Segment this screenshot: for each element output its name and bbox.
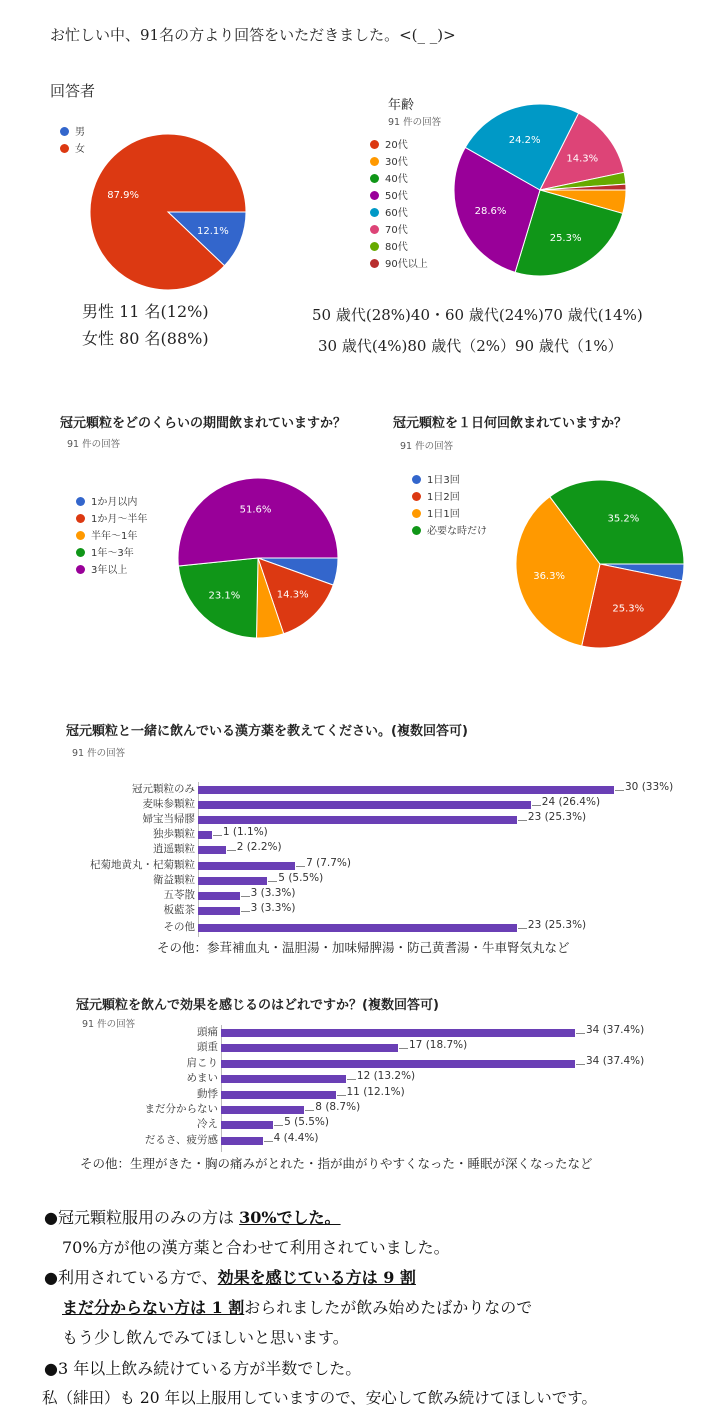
legend-item: 40代: [370, 171, 428, 188]
summary-line7: 私（緋田）も 20 年以上服用していますので、安心して飲み続けてほしいです。: [42, 1389, 598, 1407]
legend-dot: [76, 497, 85, 506]
bar-value-label: 12 (13.2%): [356, 1070, 416, 1083]
pie-value-label: 14.3%: [276, 589, 309, 601]
bar: [198, 831, 212, 839]
bar: [198, 877, 267, 885]
bar-leader-line: [576, 1064, 585, 1065]
bar-leader-line: [615, 790, 624, 791]
bar-leader-line: [241, 911, 250, 912]
pie-value-label: 28.6%: [474, 205, 507, 217]
frequency-legend: [412, 472, 487, 540]
bar-leader-line: [227, 850, 236, 851]
bar-value-label: 11 (12.1%): [346, 1085, 405, 1098]
legend-item: 男: [60, 124, 85, 141]
bar-leader-line: [518, 928, 527, 929]
legend-dot: [370, 242, 379, 251]
bar: [221, 1060, 575, 1068]
bar-value-label: 23 (25.3%): [527, 811, 587, 824]
bar-leader-line: [305, 1110, 314, 1111]
bar-leader-line: [532, 805, 541, 806]
bar-category-label: 頭重: [197, 1041, 218, 1054]
effect-subtitle: 91 件の回答: [82, 1019, 136, 1030]
bar-leader-line: [268, 881, 277, 882]
gender-title: 回答者: [50, 82, 96, 100]
bar-leader-line: [241, 896, 250, 897]
pie-slice: [178, 478, 338, 566]
summary-line2: 70%方が他の漢方薬と合わせて利用されていました。: [62, 1238, 450, 1257]
legend-item: 30代: [370, 154, 428, 171]
duration-pie-chart: [170, 470, 346, 646]
bar-category-label: 婦宝当帰膠: [142, 813, 195, 826]
pie-value-label: 36.3%: [533, 570, 565, 582]
bar: [198, 801, 531, 809]
bar-value-label: 34 (37.4%): [586, 1024, 645, 1036]
legend-dot: [370, 174, 379, 183]
bar-category-label: 板藍茶: [163, 903, 195, 916]
bar-leader-line: [296, 866, 305, 867]
bar-leader-line: [213, 835, 222, 836]
bar-leader-line: [274, 1125, 283, 1126]
bar: [198, 892, 240, 900]
frequency-title: 冠元顆粒を１日何回飲まれていますか？: [393, 416, 628, 431]
bar: [221, 1029, 575, 1037]
bar-value-label: 5 (5.5%): [284, 1116, 329, 1129]
legend-item: 1か月～半年: [76, 511, 147, 528]
legend-item: 90代以上: [370, 256, 428, 273]
legend-item: 必要な時だけ: [412, 523, 487, 540]
intro-text: お忙しい中、91名の方より回答をいただきました。<(_ _)>: [50, 26, 456, 44]
legend-dot: [412, 509, 421, 518]
legend-item: 1年～3年: [76, 545, 147, 562]
gender-pie-chart: [80, 132, 260, 292]
age-summary-line2: 30 歳代(4%)80 歳代（2%）90 歳代（1%）: [318, 337, 623, 355]
legend-item: 女: [60, 141, 85, 158]
bar-category-label: 動悸: [197, 1087, 218, 1100]
bar: [221, 1121, 273, 1129]
legend-dot: [370, 259, 379, 268]
bar-value-label: 17 (18.7%): [409, 1039, 468, 1052]
duration-legend: [76, 494, 147, 579]
bar-value-label: 1 (1.1%): [222, 826, 268, 839]
frequency-subtitle: 91 件の回答: [400, 441, 454, 452]
legend-item: 1日1回: [412, 506, 487, 523]
duration-subtitle: 91 件の回答: [67, 439, 121, 450]
bar: [198, 786, 614, 794]
legend-item: 3年以上: [76, 562, 147, 579]
bar-category-label: 冷え: [197, 1118, 218, 1131]
bar: [198, 924, 517, 932]
bar: [198, 846, 226, 854]
bar-leader-line: [399, 1048, 408, 1049]
bar-category-label: まだ分からない: [144, 1103, 218, 1115]
bar: [198, 862, 295, 870]
bar-category-label: 五苓散: [163, 888, 195, 901]
bar-leader-line: [264, 1141, 273, 1142]
legend-dot: [60, 127, 69, 136]
bar: [221, 1091, 336, 1099]
bar-category-label: 頭痛: [197, 1026, 218, 1038]
bar: [198, 816, 517, 824]
bar-leader-line: [576, 1033, 585, 1034]
legend-dot: [76, 565, 85, 574]
legend-dot: [60, 144, 69, 153]
bar-category-label: 肩こり: [186, 1056, 218, 1069]
legend-dot: [370, 157, 379, 166]
pie-value-label: 24.2%: [508, 135, 541, 146]
legend-dot: [76, 531, 85, 540]
legend-item: 60代: [370, 205, 428, 222]
bar-category-label: 麦味参顆粒: [142, 798, 195, 811]
bar-value-label: 23 (25.3%): [527, 918, 587, 931]
legend-item: 1日2回: [412, 489, 487, 506]
summary-line6: ●3 年以上飲み続けている方が半数でした。: [44, 1359, 362, 1378]
gender-summary: [82, 298, 209, 352]
summary-line5: もう少し飲んでみてほしいと思います。: [62, 1328, 349, 1347]
bar: [198, 907, 240, 915]
bar: [221, 1044, 398, 1052]
legend-dot: [370, 225, 379, 234]
bar-category-label: 逍遥顆粒: [153, 843, 195, 856]
combo-note: その他：参茸補血丸・温胆湯・加味帰脾湯・防己黄耆湯・牛車腎気丸など: [157, 940, 570, 955]
gender-summary-female: 女性 80 名(88%): [82, 329, 209, 348]
bar-leader-line: [518, 820, 527, 821]
frequency-pie-chart: [510, 476, 690, 652]
bar-leader-line: [347, 1079, 356, 1080]
bar-leader-line: [337, 1095, 346, 1096]
legend-dot: [370, 208, 379, 217]
bar-value-label: 7 (7.7%): [306, 856, 351, 869]
pie-value-label: 23.1%: [208, 590, 241, 602]
legend-dot: [412, 492, 421, 501]
combo-subtitle: 91 件の回答: [72, 748, 126, 759]
bar-value-label: 3 (3.3%): [250, 886, 296, 899]
legend-dot: [370, 191, 379, 200]
age-summary-line1: 50 歳代(28%)40・60 歳代(24%)70 歳代(14%): [312, 306, 643, 324]
bar-value-label: 2 (2.2%): [236, 841, 282, 854]
legend-item: 50代: [370, 188, 428, 205]
legend-item: 半年～1年: [76, 528, 147, 545]
legend-item: 70代: [370, 222, 428, 239]
pie-value-label: 25.3%: [549, 232, 582, 244]
bar-value-label: 3 (3.3%): [250, 901, 296, 914]
effect-note: その他：生理がきた・胸の痛みがとれた・指が曲がりやすくなった・睡眠が深くなったなど: [80, 1156, 593, 1171]
age-legend: [370, 137, 428, 273]
bar-value-label: 5 (5.5%): [278, 871, 324, 884]
pie-value-label: 25.3%: [612, 603, 645, 615]
bar-category-label: めまい: [186, 1072, 218, 1085]
legend-dot: [76, 514, 85, 523]
pie-value-label: 51.6%: [239, 504, 272, 516]
summary-line3: ●利用されている方で、効果を感じている方は 9 割: [44, 1268, 416, 1287]
legend-item: 20代: [370, 137, 428, 154]
bar: [221, 1137, 263, 1145]
legend-dot: [412, 526, 421, 535]
duration-title: 冠元顆粒をどのくらいの期間飲まれていますか？: [60, 416, 347, 431]
bar-value-label: 24 (26.4%): [541, 796, 601, 809]
legend-dot: [412, 475, 421, 484]
bar-category-label: 衛益顆粒: [153, 873, 195, 886]
age-summary: [312, 300, 643, 362]
bar-category-label: 冠元顆粒のみ: [132, 783, 195, 795]
bar-category-label: その他: [163, 920, 195, 933]
age-title: 年齢: [388, 98, 415, 113]
bar-value-label: 4 (4.4%): [273, 1131, 319, 1144]
bar-category-label: 独歩顆粒: [153, 828, 195, 841]
bar-value-label: 8 (8.7%): [315, 1101, 361, 1113]
effect-title: 冠元顆粒を飲んで効果を感じるのはどれですか？(複数回答可): [76, 998, 439, 1013]
bar: [221, 1075, 346, 1083]
bar: [221, 1106, 304, 1114]
bar-value-label: 30 (33%): [625, 781, 674, 793]
pie-value-label: 14.3%: [566, 153, 599, 165]
pie-slice: [90, 134, 246, 290]
pie-value-label: 12.1%: [197, 225, 229, 237]
gender-summary-male: 男性 11 名(12%): [82, 302, 209, 321]
legend-item: 80代: [370, 239, 428, 256]
bar-value-label: 34 (37.4%): [586, 1054, 645, 1067]
age-pie-chart: [450, 100, 630, 280]
pie-value-label: 35.2%: [607, 513, 640, 525]
pie-value-label: 87.9%: [107, 190, 139, 202]
age-subtitle: 91 件の回答: [388, 117, 442, 128]
combo-title: 冠元顆粒と一緒に飲んでいる漢方薬を教えてください。(複数回答可): [66, 724, 468, 739]
legend-item: 1か月以内: [76, 494, 147, 511]
summary-line4: まだ分からない方は 1 割おられましたが飲み始めたばかりなので: [62, 1298, 533, 1317]
bar-category-label: 杞菊地黄丸・杞菊顆粒: [90, 858, 195, 871]
legend-dot: [76, 548, 85, 557]
bar-category-label: だるさ、疲労感: [144, 1133, 218, 1146]
legend-dot: [370, 140, 379, 149]
legend-item: 1日3回: [412, 472, 487, 489]
summary-line1: ●冠元顆粒服用のみの方は 30%でした。: [44, 1208, 341, 1227]
